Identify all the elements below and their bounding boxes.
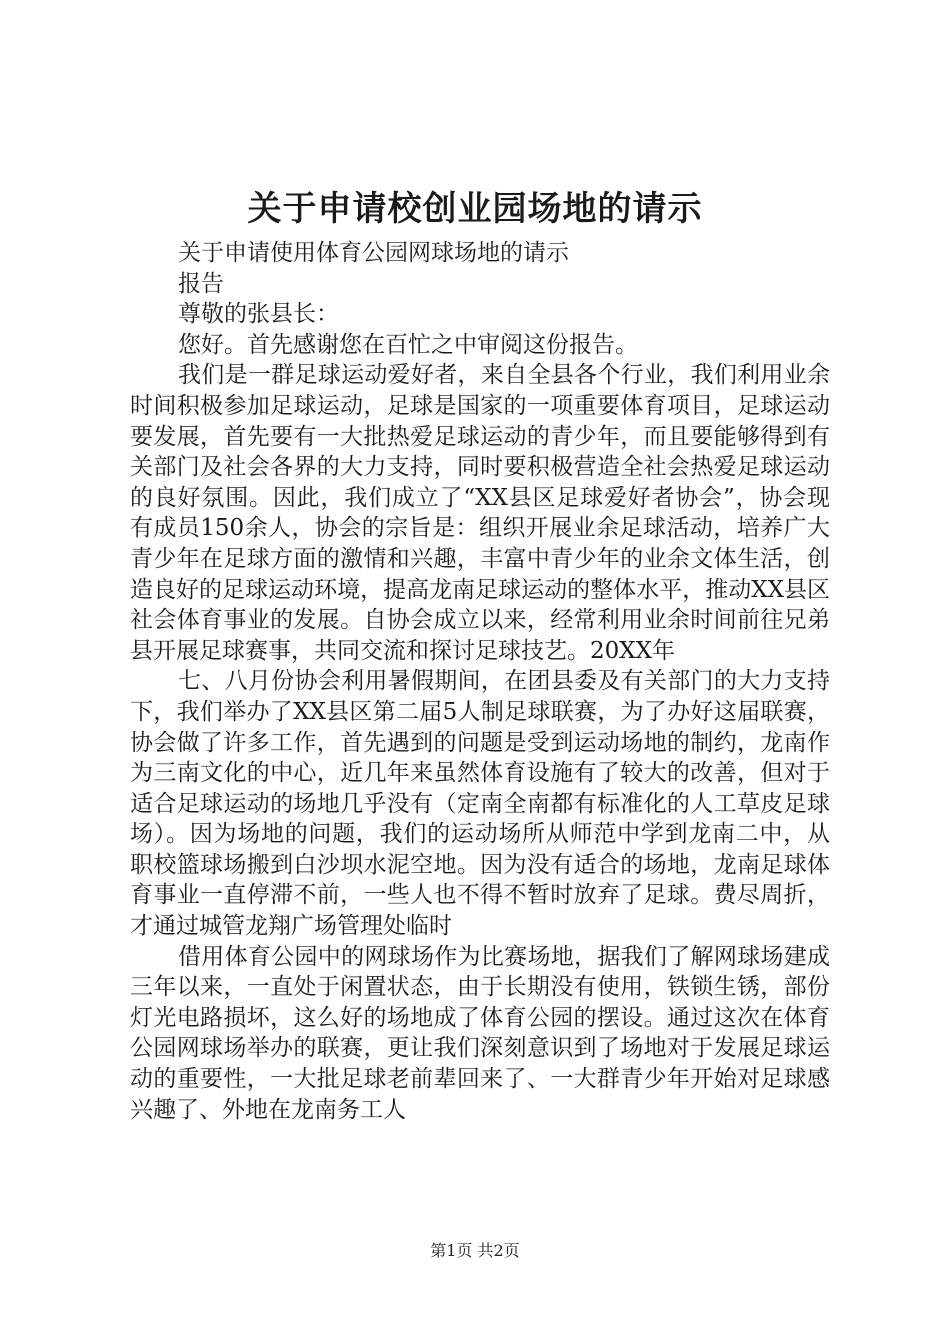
document-title: 关于申请校创业园场地的请示 bbox=[247, 189, 703, 229]
report-label: 报告 bbox=[178, 270, 224, 297]
page-footer: 第1页 共2页 bbox=[430, 1241, 520, 1260]
greeting-line: 您好。首先感谢您在百忙之中审阅这份报告。 bbox=[178, 331, 638, 358]
body-paragraph-3: 借用体育公园中的网球场作为比赛场地，据我们了解网球场建成三年以来，一直处于闲置状态，由于长期没有使用，铁锁生锈，部份灯光电路损坏，这么好的场地成了体育公园的摆设。通过这次在体育公园网球场举办的联赛，更让我们深刻意识到了场地对于发展足球运动的重要性，一大批足球老前辈回来了、一大群青少年开始对足球感兴趣了、外地在龙南务工人 bbox=[130, 943, 830, 1123]
salutation: 尊敬的张县长： bbox=[178, 301, 339, 328]
document-body bbox=[130, 238, 830, 1125]
subtitle-line: 关于申请使用体育公园网球场地的请示 bbox=[178, 240, 569, 266]
body-paragraph-2: 七、八月份协会利用暑假期间，在团县委及有关部门的大力支持下，我们举办了XX县区第二届5人制足球联赛，为了办好这届联赛，协会做了许多工作，首先遇到的问题是受到运动场地的制约，龙南作为三南文化的中心，近几年来虽然体育设施有了较大的改善，但对于适合足球运动的场地几乎没有（定南全南都有标准化的人工草皮足球场）。因为场地的问题，我们的运动场所从师范中学到龙南二中，从职校篮球场搬到白沙坝水泥空地。因为没有适合的场地，龙南足球体育事业一直停滞不前，一些人也不得不暂时放弃了足球。费尽周折，才通过城管龙翔广场管理处临时 bbox=[130, 668, 830, 940]
body-paragraph-1: 我们是一群足球运动爱好者，来自全县各个行业，我们利用业余时间积极参加足球运动，足球是国家的一项重要体育项目，足球运动要发展，首先要有一大批热爱足球运动的青少年，而且要能够得到有关部门及社会各界的大力支持，同时要积极营造全社会热爱足球运动的良好氛围。因此，我们成立了“XX县区足球爱好者协会”，协会现有成员150余人，协会的宗旨是：组织开展业余足球活动，培养广大青少年在足球方面的激情和兴趣，丰富中青少年的业余文体生活，创造良好的足球运动环境，提高龙南足球运动的整体水平，推动XX县区社会体育事业的发展。自协会成立以来，经常利用业余时间前往兄弟县开展足球赛事，共同交流和探讨足球技艺。20XX年 bbox=[130, 362, 830, 664]
